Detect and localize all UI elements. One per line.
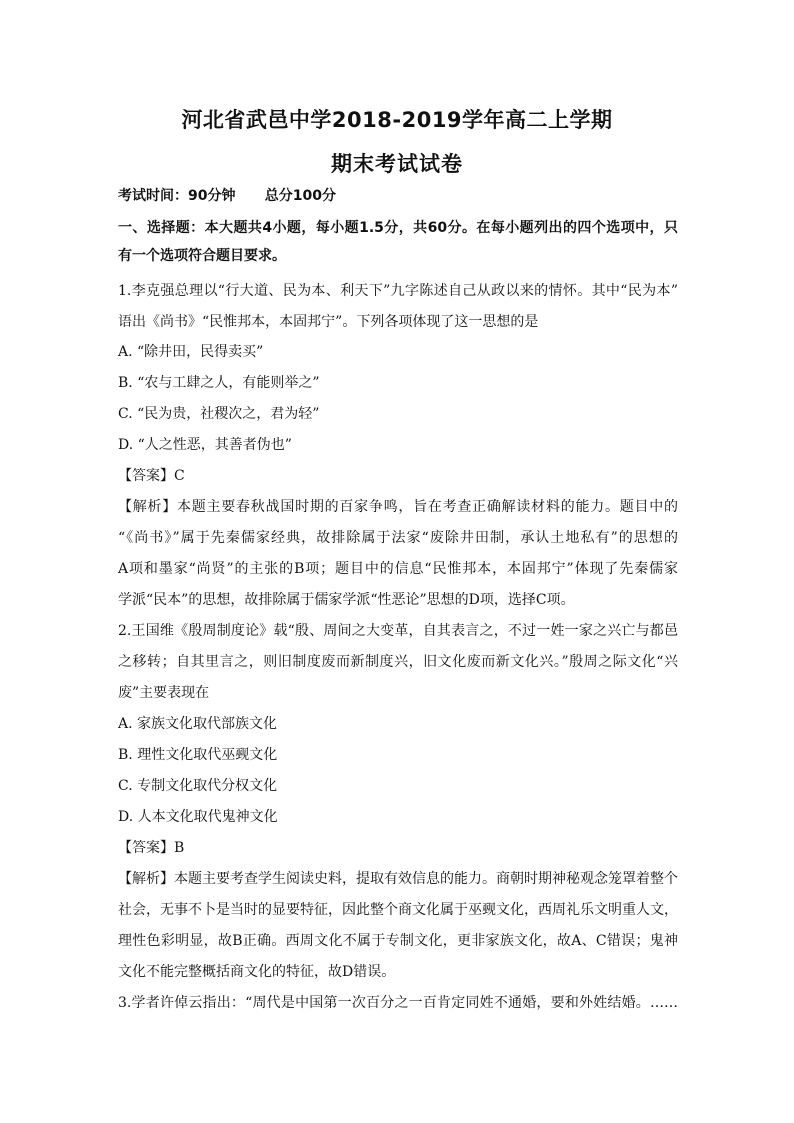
q2-option-b: B. 理性文化取代巫觋文化 <box>118 747 278 763</box>
q1-analysis-line3: A项和墨家“尚贤”的主张的B项；题目中的信息“民惟邦本，本固邦宁”体现了先秦儒家 <box>118 561 678 577</box>
q2-analysis-line2: 社会，无事不卜是当时的显要特征，因此整个商文化属于巫觋文化，西周礼乐文明重人文， <box>118 902 678 918</box>
q2-analysis-line1: 【解析】本题主要考查学生阅读史料，提取有效信息的能力。商朝时期神秘观念笼罩着整个 <box>118 871 678 887</box>
q2-option-a: A. 家族文化取代部族文化 <box>118 716 278 732</box>
q2-analysis-line3: 理性色彩明显，故B正确。西周文化不属于专制文化，更非家族文化，故A、C错误；鬼神 <box>118 933 678 949</box>
q2-stem-line1: 2.王国维《殷周制度论》载“殷、周间之大变革，自其表言之，不过一姓一家之兴亡与都邑 <box>118 623 678 639</box>
q1-analysis-line4: 学派“民本”的思想，故排除属于儒家学派“性恶论”思想的D项，选择C项。 <box>118 592 575 608</box>
q2-analysis-line4: 文化不能完整概括商文化的特征，故D错误。 <box>118 964 396 980</box>
q1-stem-line1: 1.李克强总理以“行大道、民为本、利天下”九字陈述自己从政以来的情怀。其中“民为本” <box>118 283 678 299</box>
q2-option-d: D. 人本文化取代鬼神文化 <box>118 809 278 825</box>
q1-analysis-line2: “《尚书》”属于先秦儒家经典，故排除属于法家“废除井田制，承认土地私有”的思想的 <box>118 530 678 546</box>
exam-info: 考试时间：90分钟 总分100分 <box>118 188 336 204</box>
q1-option-a: A. “除井田，民得卖买” <box>118 344 264 360</box>
q1-option-b: B. “农与工肆之人，有能则举之” <box>118 375 320 391</box>
section-heading-line2: 有一个选项符合题目要求。 <box>118 248 286 264</box>
exam-title-line2: 期末考试试卷 <box>331 152 463 176</box>
exam-title-line1: 河北省武邑中学2018-2019学年高二上学期 <box>181 108 613 132</box>
q2-answer: 【答案】B <box>118 840 185 856</box>
section-heading-line1: 一、选择题：本大题共4小题，每小题1.5分，共60分。在每小题列出的四个选项中，只 <box>118 220 678 236</box>
q1-stem-line2: 语出《尚书》“民惟邦本，本固邦宁”。下列各项体现了这一思想的是 <box>118 314 539 330</box>
q3-stem-line1: 3.学者许倬云指出：“周代是中国第一次百分之一百肯定同姓不通婚，要和外姓结婚。…… <box>118 995 678 1011</box>
q1-option-d: D. “人之性恶，其善者伪也” <box>118 437 292 453</box>
q1-option-c: C. “民为贵，社稷次之，君为轻” <box>118 406 320 422</box>
q2-stem-line2: 之移转；自其里言之，则旧制度废而新制度兴，旧文化废而新文化兴。”殷周之际文化“兴 <box>118 654 678 670</box>
q1-answer: 【答案】C <box>118 468 185 484</box>
q1-analysis-line1: 【解析】本题主要春秋战国时期的百家争鸣，旨在考查正确解读材料的能力。题目中的 <box>118 499 678 515</box>
q2-stem-line3: 废”主要表现在 <box>118 685 210 701</box>
q2-option-c: C. 专制文化取代分权文化 <box>118 778 278 794</box>
